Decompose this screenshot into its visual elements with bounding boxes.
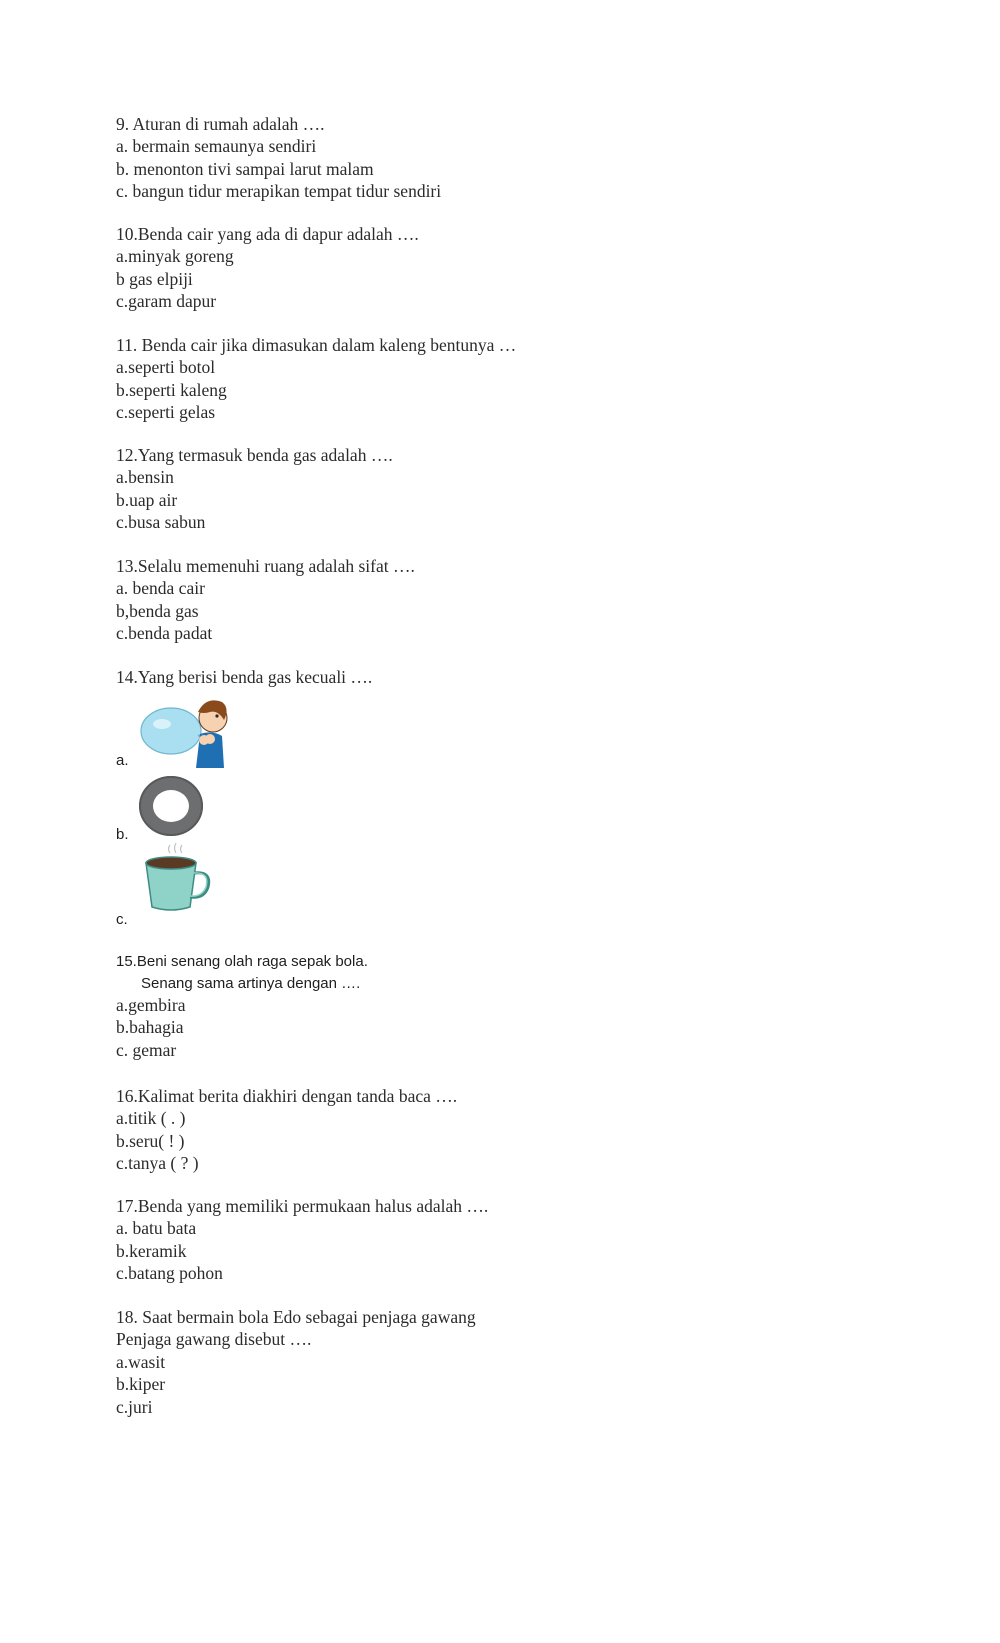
option-b-label[interactable]: b. [116,826,129,843]
question-14 [116,666,372,688]
question-text: 16.Kalimat berita diakhiri dengan tanda baca …. [116,1086,458,1106]
option-b[interactable]: b.seperti kaleng [116,379,227,400]
option-c[interactable]: c.seperti gelas [116,402,216,423]
question-text-line-2: Senang sama artinya dengan …. [141,974,361,992]
option-b[interactable]: b.keramik [116,1240,187,1261]
option-a[interactable]: a.minyak goreng [116,246,234,267]
option-a[interactable]: a.seperti botol [116,357,216,378]
hot-coffee-cup-icon[interactable] [140,841,214,913]
question-text: 17.Benda yang memiliki permukaan halus adalah …. [116,1196,489,1216]
question-16 [116,1085,457,1175]
option-a[interactable]: a.wasit [116,1351,166,1372]
option-b[interactable]: b.seru( ! ) [116,1130,185,1151]
question-9 [116,113,441,203]
option-a-label[interactable]: a. [116,752,129,769]
option-a[interactable]: a. batu bata [116,1218,197,1239]
option-b[interactable]: b,benda gas [116,600,199,621]
question-text: 11. Benda cair jika dimasukan dalam kaleng bentunya … [116,335,517,355]
question-text: 18. Saat bermain bola Edo sebagai penjaga gawang [116,1307,476,1327]
option-b[interactable]: b gas elpiji [116,268,193,289]
question-text: 10.Benda cair yang ada di dapur adalah …. [116,224,419,244]
option-b[interactable]: b.bahagia [116,1017,184,1038]
option-c[interactable]: c.benda padat [116,623,213,644]
question-17 [116,1195,488,1285]
option-c[interactable]: c.garam dapur [116,291,217,312]
question-text: 12.Yang termasuk benda gas adalah …. [116,445,393,465]
question-text: 9. Aturan di rumah adalah …. [116,114,325,134]
question-12 [116,444,393,534]
option-b[interactable]: b.uap air [116,489,178,510]
question-text: 15.Beni senang olah raga sepak bola. [116,953,368,970]
question-text-line-2: Penjaga gawang disebut …. [116,1329,312,1350]
option-c[interactable]: c.batang pohon [116,1263,223,1284]
option-c[interactable]: c. gemar [116,1039,177,1060]
question-text: 13.Selalu memenuhi ruang adalah sifat …. [116,556,415,576]
option-c[interactable]: c. bangun tidur merapikan tempat tidur sendiri [116,181,442,202]
question-13 [116,555,415,645]
tire-icon[interactable] [136,773,206,839]
boy-blowing-balloon-icon[interactable] [138,692,228,768]
option-c[interactable]: c.juri [116,1396,153,1417]
option-b[interactable]: b.kiper [116,1374,166,1395]
option-c[interactable]: c.tanya ( ? ) [116,1153,199,1174]
question-18 [116,1306,476,1418]
question-15 [116,951,368,1061]
option-c[interactable]: c.busa sabun [116,512,206,533]
question-text: 14.Yang berisi benda gas kecuali …. [116,667,373,687]
option-b[interactable]: b. menonton tivi sampai larut malam [116,158,374,179]
question-11 [116,334,516,424]
option-a[interactable]: a.titik ( . ) [116,1108,186,1129]
option-a[interactable]: a. bermain semaunya sendiri [116,136,317,157]
question-10 [116,223,419,313]
option-c-label[interactable]: c. [116,911,128,928]
option-a[interactable]: a.gembira [116,995,186,1015]
option-a[interactable]: a. benda cair [116,578,205,599]
option-a[interactable]: a.bensin [116,467,174,488]
